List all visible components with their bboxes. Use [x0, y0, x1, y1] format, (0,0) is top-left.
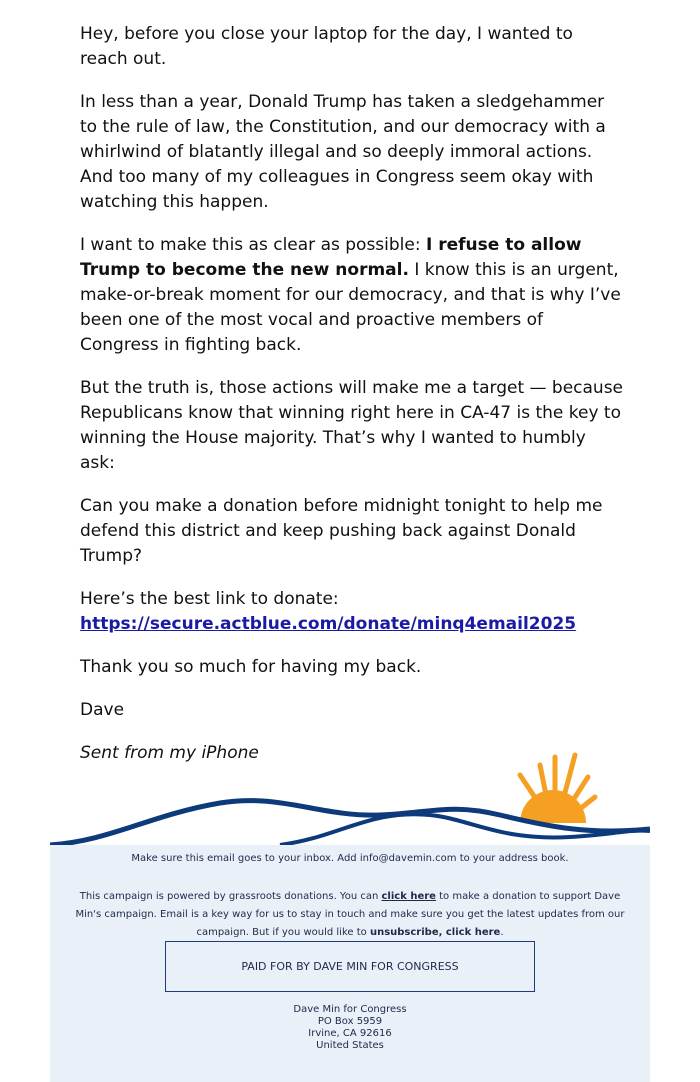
paragraph-pledge	[80, 233, 625, 358]
paid-for-box: PAID FOR BY DAVE MIN FOR CONGRESS	[165, 941, 535, 992]
wave-sun-illustration	[50, 745, 650, 855]
pledge-end: I know this is an urgent, make-or-break moment for our democracy, and that is why I’ve been one of the most vocal and proactive members of Congress in fighting back.	[80, 260, 621, 355]
paragraph-ask: Can you make a donation before midnight tonight to help me defend this district and keep pushing back against Donald Trump?	[80, 496, 603, 566]
email-footer	[50, 845, 650, 1082]
pledge-intro: I want to make this as clear as possible:	[80, 235, 426, 255]
grassroots-note	[74, 888, 626, 942]
address-line: Dave Min for Congress	[293, 1004, 407, 1015]
email-body	[80, 22, 625, 784]
address-line: Irvine, CA 92616	[308, 1028, 392, 1039]
paragraph-donate	[80, 587, 625, 637]
grassroots-text-b: to make a donation to support Dave Min's campaign. Email is a key way for us to stay in touch and make sure you get the latest updates from our campaign. But if you would like to	[75, 891, 625, 938]
unsubscribe-link[interactable]: unsubscribe, click here	[369, 927, 501, 938]
donate-intro: Here’s the best link to donate:	[80, 589, 339, 609]
click-here-link[interactable]: click here	[381, 891, 436, 902]
paragraph-thanks: Thank you so much for having my back.	[80, 657, 422, 677]
grassroots-text-c: .	[500, 927, 504, 938]
paragraph-greeting: Hey, before you close your laptop for the day, I wanted to reach out.	[80, 24, 573, 69]
sent-from-line: Sent from my iPhone	[80, 743, 259, 763]
signature: Dave	[80, 700, 125, 720]
address-line: United States	[316, 1040, 384, 1051]
address-line: PO Box 5959	[317, 1016, 383, 1027]
mailing-address	[50, 1004, 650, 1052]
inbox-note: Make sure this email goes to your inbox. Add info@davemin.com to your address book.	[131, 853, 569, 864]
pledge-bold: I refuse to allow Trump to become the new normal.	[80, 235, 582, 280]
paragraph-context: In less than a year, Donald Trump has taken a sledgehammer to the rule of law, the Constitution, and our democracy with a whirlwind of blatantly illegal and so deeply immoral actions. And too many of my colleagues in Congress seem okay with watching this happen.	[80, 92, 606, 212]
grassroots-text-a: This campaign is powered by grassroots donations. You can	[79, 891, 382, 902]
donate-link[interactable]: https://secure.actblue.com/donate/minq4email2025	[80, 614, 577, 634]
paragraph-target: But the truth is, those actions will make me a target — because Republicans know that winning right here in CA-47 is the key to winning the House majority. That’s why I wanted to humbly ask:	[80, 378, 624, 473]
